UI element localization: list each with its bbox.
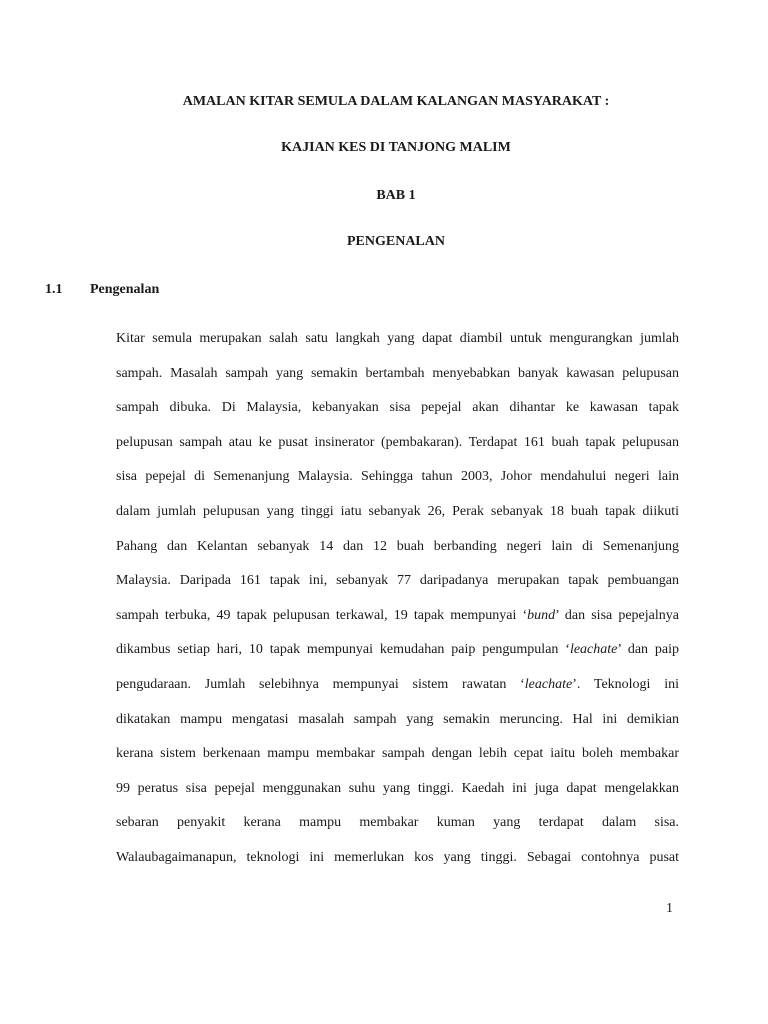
body-paragraph (116, 322, 679, 876)
document-title: AMALAN KITAR SEMULA DALAM KALANGAN MASYARAKAT : (182, 94, 610, 109)
document-subtitle: KAJIAN KES DI TANJONG MALIM (281, 140, 511, 155)
term-leachate-2: leachate (524, 676, 573, 692)
line-9-text-a: sampah terbuka, 49 tapak pelupusan terkawal, 19 tapak mempunyai ‘ (116, 607, 528, 623)
line-9-text-c: ’ dan sisa pepejalnya (555, 607, 679, 623)
line-11-text-a: pengudaraan. Jumlah selebihnya mempunyai sistem rawatan ‘ (116, 676, 525, 692)
section-title: Pengenalan (90, 282, 160, 297)
paragraph-line-15: sebaran penyakit kerana mampu membakar kuman yang terdapat dalam sisa. (116, 815, 679, 831)
section-number: 1.1 (45, 282, 63, 297)
paragraph-line-1: Kitar semula merupakan salah satu langkah yang dapat diambil untuk mengurangkan jumlah (116, 331, 679, 346)
paragraph-line-13: kerana sistem berkenaan mampu membakar sampah dengan lebih cepat iaitu boleh membakar (116, 746, 679, 762)
chapter-title: PENGENALAN (346, 234, 445, 249)
paragraph-line-6: dalam jumlah pelupusan yang tinggi iatu sebanyak 26, Perak sebanyak 18 buah tapak diikuti (116, 503, 679, 519)
term-bund: bund (527, 607, 556, 623)
paragraph-line-5: sisa pepejal di Semenanjung Malaysia. Sehingga tahun 2003, Johor mendahului negeri lain (116, 469, 679, 485)
page-number: 1 (666, 901, 673, 916)
line-11-text-c: ’. Teknologi ini (572, 676, 679, 692)
paragraph-line-12: dikatakan mampu mengatasi masalah sampah yang semakin meruncing. Hal ini demikian (116, 711, 679, 727)
paragraph-line-4: pelupusan sampah atau ke pusat insinerator (pembakaran). Terdapat 161 buah tapak pelupusan (116, 434, 679, 450)
paragraph-line-16: Walaubagaimanapun, teknologi ini memerlukan kos yang tinggi. Sebagai contohnya pusat (116, 849, 679, 865)
paragraph-line-11 (116, 668, 679, 703)
paragraph-line-7: Pahang dan Kelantan sebanyak 14 dan 12 buah berbanding negeri lain di Semenanjung (116, 538, 679, 554)
line-10-text-c: ’ dan paip (617, 642, 679, 658)
paragraph-line-14: 99 peratus sisa pepejal menggunakan suhu yang tinggi. Kaedah ini juga dapat mengelakkan (116, 780, 679, 796)
paragraph-line-10 (116, 633, 679, 668)
term-leachate: leachate (569, 642, 618, 658)
paragraph-line-8: Malaysia. Daripada 161 tapak ini, sebanyak 77 daripadanya merupakan tapak pembuangan (116, 573, 679, 589)
paragraph-line-9 (116, 599, 679, 634)
paragraph-line-2: sampah. Masalah sampah yang semakin bertambah menyebabkan banyak kawasan pelupusan (116, 365, 679, 381)
line-10-text-a: dikambus setiap hari, 10 tapak mempunyai kemudahan paip pengumpulan ‘ (116, 642, 570, 658)
paragraph-line-3: sampah dibuka. Di Malaysia, kebanyakan sisa pepejal akan dihantar ke kawasan tapak (116, 400, 679, 416)
chapter-label: BAB 1 (376, 188, 416, 203)
